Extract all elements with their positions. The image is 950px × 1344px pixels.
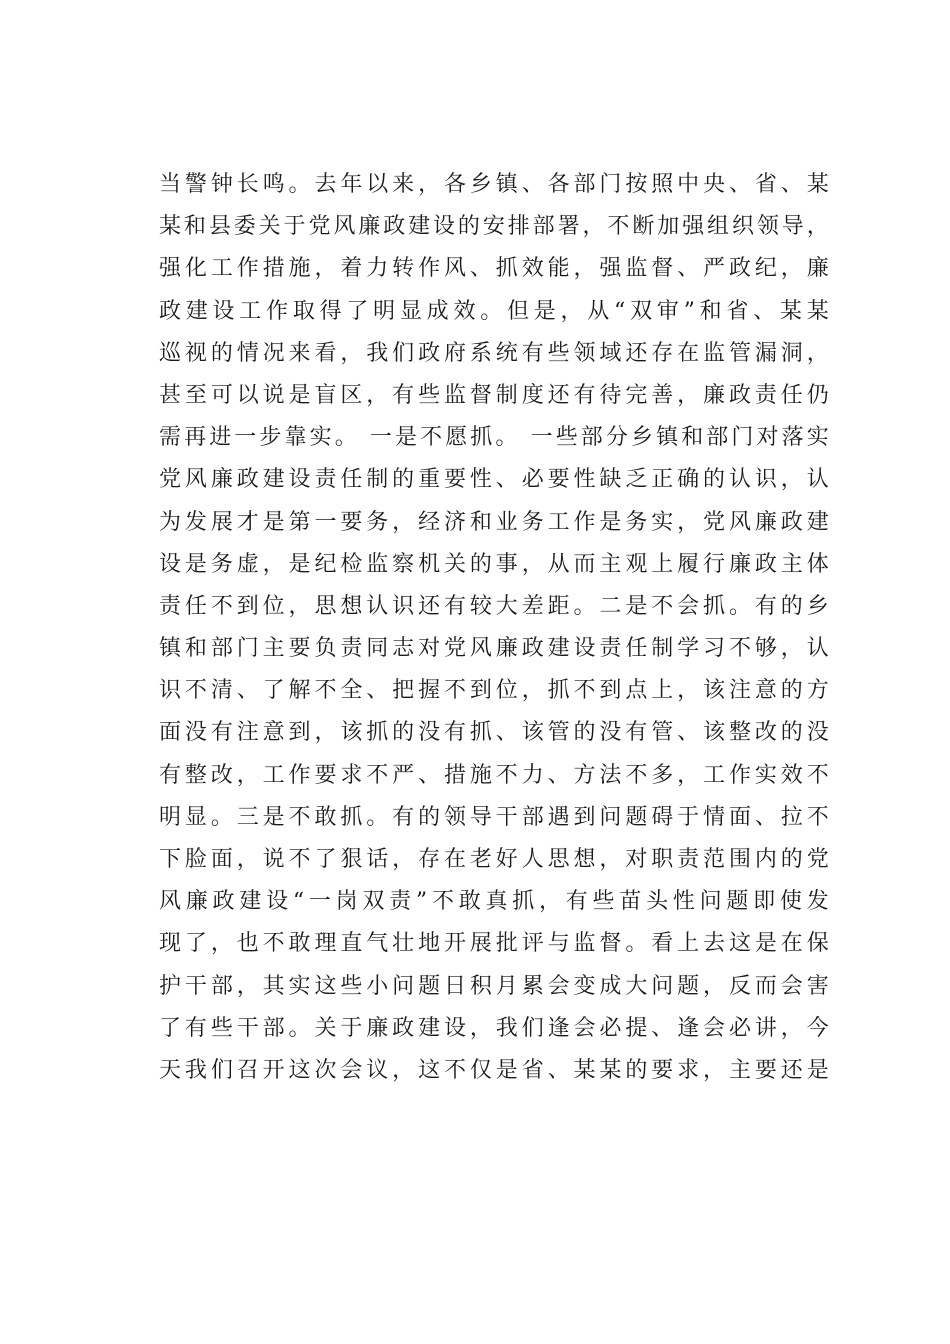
text-line: 镇和部门主要负责同志对党风廉政建设责任制学习不够，认	[159, 636, 829, 662]
text-line: 党风廉政建设责任制的重要性、必要性缺乏正确的认识，认	[159, 467, 829, 493]
text-line: 下脸面，说不了狠话，存在老好人思想，对职责范围内的党	[159, 847, 829, 872]
text-line: 巡视的情况来看，我们政府系统有些领域还存在监管漏洞，	[159, 340, 829, 366]
body-text	[159, 170, 829, 1086]
text-line: 为发展才是第一要务，经济和业务工作是务实，党风廉政建	[159, 509, 829, 535]
text-line: 需再进一步靠实。 一是不愿抓。 一些部分乡镇和部门对落实	[159, 425, 829, 451]
text-line: 护干部，其实这些小问题日积月累会变成大问题，反而会害	[159, 973, 829, 999]
text-line: 识不清、了解不全、把握不到位，抓不到点上，该注意的方	[159, 678, 829, 704]
text-line: 当警钟长鸣。去年以来，各乡镇、各部门按照中央、省、某	[159, 172, 829, 197]
text-line: 政建设工作取得了明显成效。但是，从“双审”和省、某某	[159, 298, 829, 324]
text-line: 明显。三是不敢抓。有的领导干部遇到问题碍于情面、拉不	[159, 804, 829, 830]
text-line: 设是务虚，是纪检监察机关的事，从而主观上履行廉政主体	[159, 551, 829, 577]
text-line: 面没有注意到，该抓的没有抓、该管的没有管、该整改的没	[159, 720, 829, 746]
text-line: 天我们召开这次会议，这不仅是省、某某的要求，主要还是	[159, 1057, 829, 1083]
text-line: 甚至可以说是盲区，有些监督制度还有待完善，廉政责任仍	[159, 382, 829, 408]
text-line: 现了，也不敢理直气壮地开展批评与监督。看上去这是在保	[159, 931, 829, 957]
text-line: 强化工作措施，着力转作风、抓效能，强监督、严政纪，廉	[159, 256, 829, 282]
text-line: 了有些干部。关于廉政建设，我们逢会必提、逢会必讲，今	[159, 1015, 829, 1041]
text-line: 某和县委关于党风廉政建设的安排部署，不断加强组织领导，	[159, 214, 829, 240]
text-line: 风廉政建设“一岗双责”不敢真抓，有些苗头性问题即使发	[159, 889, 829, 915]
text-line: 有整改，工作要求不严、措施不力、方法不多，工作实效不	[159, 762, 829, 788]
text-line: 责任不到位，思想认识还有较大差距。二是不会抓。有的乡	[159, 593, 829, 619]
